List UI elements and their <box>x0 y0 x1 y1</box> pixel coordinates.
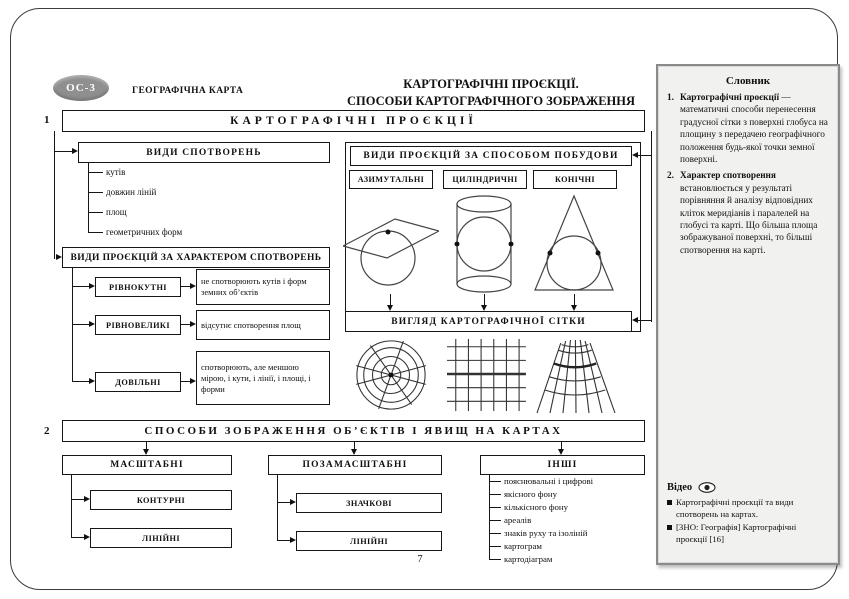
scale-item-box: ЛІНІЙНІ <box>90 528 232 548</box>
projection-desc-box: відсутнє спотворення площ <box>196 310 330 340</box>
projection-type-box: РІВНОВЕЛИКІ <box>95 315 181 335</box>
conic-grid-diagram <box>533 335 617 413</box>
connector-line <box>71 475 72 538</box>
others-item: пояснювальні і цифрові <box>504 476 594 486</box>
tick-line <box>489 546 501 547</box>
others-item: ареалів <box>504 515 532 525</box>
connector-line <box>561 442 562 449</box>
tick-line <box>489 520 501 521</box>
connector-line <box>181 286 190 287</box>
others-item: якісного фону <box>504 489 557 499</box>
connector-line <box>277 540 290 541</box>
arrow-left-icon <box>632 317 638 323</box>
connector-line <box>72 286 89 287</box>
distortions-title-box: ВИДИ СПОТВОРЕНЬ <box>78 142 330 163</box>
conic-projection-diagram <box>527 192 623 296</box>
connector-line <box>638 155 651 156</box>
connector-line <box>72 381 89 382</box>
projection-desc-box: не спотворюють кутів і форм земних об’єктів <box>196 269 330 305</box>
connector-line <box>181 324 190 325</box>
tick-line <box>489 481 501 482</box>
tick-line <box>88 192 103 193</box>
others-item: знаків руху та ізоліній <box>504 528 588 538</box>
page-title-line1: КАРТОГРАФІЧНІ ПРОЄКЦІЇ. <box>403 77 579 91</box>
entry-term: Картографічні проєкції <box>680 93 780 103</box>
tick-line <box>88 232 103 233</box>
others-item: кількісного фону <box>504 502 569 512</box>
connector-line <box>638 320 651 321</box>
entry-term: Характер спотворення <box>680 171 776 182</box>
by-construction-title-box: ВИДИ ПРОЄКЦІЙ ЗА СПОСОБОМ ПОБУДОВИ <box>350 146 632 166</box>
section2-title-box: СПОСОБИ ЗОБРАЖЕННЯ ОБ’ЄКТІВ І ЯВИЩ НА КАРТАХ <box>62 420 645 442</box>
cylindrical-projection-diagram <box>437 192 533 296</box>
offscale-title-box: ПОЗАМАСШТАБНІ <box>268 455 442 475</box>
distortion-item: площ <box>106 207 127 217</box>
tick-line <box>489 559 501 560</box>
cylindrical-grid-diagram <box>443 337 527 413</box>
glossary-panel <box>656 64 840 565</box>
tick-line <box>88 172 103 173</box>
page-title <box>305 76 677 110</box>
construction-type-box: КОНІЧНІ <box>533 170 617 189</box>
tick-line <box>489 533 501 534</box>
video-item <box>667 522 829 545</box>
azimuthal-projection-diagram <box>343 192 439 296</box>
scale-item-box: КОНТУРНІ <box>90 490 232 510</box>
construction-type-box: ЦИЛІНДРИЧНІ <box>443 170 527 189</box>
connector-line <box>72 324 89 325</box>
connector-line <box>390 294 391 305</box>
square-bullet-icon <box>667 500 672 505</box>
distortion-item: геометричних форм <box>106 227 183 237</box>
others-item: картограм <box>504 541 542 551</box>
entry-definition: — математичні способи перенесення градусної сітки з поверхні глобуса на площину з передачею географічного положення будь-якої точки земної поверхні. <box>680 93 828 166</box>
connector-line <box>574 294 575 305</box>
video-item <box>667 497 829 520</box>
connector-line <box>88 163 89 233</box>
azimuthal-grid-diagram <box>349 337 433 413</box>
video-section <box>667 482 829 547</box>
tick-line <box>489 507 501 508</box>
scale-title-box: МАСШТАБНІ <box>62 455 232 475</box>
page-number: 7 <box>417 554 423 565</box>
video-header <box>667 482 829 493</box>
connector-line <box>354 442 355 449</box>
distortion-item: довжин ліній <box>106 187 157 197</box>
entry-number: 2. <box>667 171 674 182</box>
subject-label: ГЕОГРАФІЧНА КАРТА <box>132 86 244 96</box>
video-item-text: Картографічні проєкції та види спотворень на картах. <box>676 497 794 519</box>
connector-line <box>146 442 147 449</box>
tick-line <box>489 494 501 495</box>
video-item-text: [ЗНО: Географія] Картографічні проєкції [16] <box>676 522 797 544</box>
arrow-left-icon <box>632 152 638 158</box>
entry-definition: встановлюється у результаті порівняння й аналізу відповідних кліток меридіанів і паралелей на глобусі та карті. Що більша площа зображуваної поверхні, то більші спотворення на карті. <box>680 183 818 256</box>
connector-line <box>651 131 652 322</box>
connector-line <box>181 381 190 382</box>
projection-type-box: РІВНОКУТНІ <box>95 277 181 297</box>
connector-line <box>484 294 485 305</box>
glossary-entry <box>667 170 829 257</box>
projection-type-box: ДОВІЛЬНІ <box>95 372 181 392</box>
section1-title-box: КАРТОГРАФІЧНІ ПРОЄКЦІЇ <box>62 110 645 132</box>
connector-line <box>71 537 84 538</box>
others-item: картодіаграм <box>504 554 553 564</box>
connector-line <box>277 502 290 503</box>
construction-type-box: АЗИМУТАЛЬНІ <box>349 170 433 189</box>
offscale-item-box: ЗНАЧКОВІ <box>296 493 442 513</box>
distortion-item: кутів <box>106 167 126 177</box>
square-bullet-icon <box>667 525 672 530</box>
page-title-line2: СПОСОБИ КАРТОГРАФІЧНОГО ЗОБРАЖЕННЯ <box>346 94 636 108</box>
others-title-box: ІНШІ <box>480 455 645 475</box>
section1-number: 1 <box>44 114 50 126</box>
section2-number: 2 <box>44 425 50 437</box>
video-title: Відео <box>667 482 693 493</box>
projection-desc-box: спотворюють, але меншою мірою, і кути, і лінії, і площі, і форми <box>196 351 330 405</box>
eye-icon <box>698 482 716 493</box>
scheme-badge: ОС-3 <box>53 75 109 101</box>
tick-line <box>88 212 103 213</box>
offscale-item-box: ЛІНІЙНІ <box>296 531 442 551</box>
grid-title-box: ВИГЛЯД КАРТОГРАФІЧНОЇ СІТКИ <box>345 311 632 332</box>
connector-line <box>71 499 84 500</box>
entry-number: 1. <box>667 93 674 103</box>
glossary-entry <box>667 92 829 166</box>
by-character-title-box: ВИДИ ПРОЄКЦІЙ ЗА ХАРАКТЕРОМ СПОТВОРЕНЬ <box>62 247 330 268</box>
connector-line <box>55 151 72 152</box>
glossary-title: Словник <box>725 75 771 87</box>
connector-line <box>277 475 278 541</box>
